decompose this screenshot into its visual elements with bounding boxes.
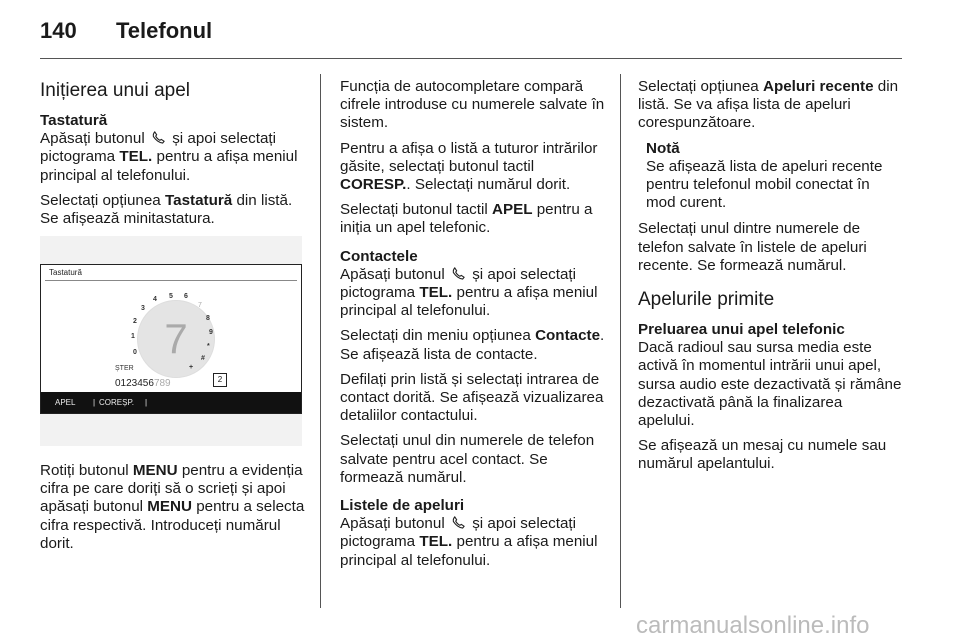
paragraph: Selectați opțiunea Tastatură din listă. Se afișează minitastatura. [40,191,293,228]
header-rule [40,58,902,59]
paragraph: Selectați unul dintre numerele de telefon salvate în listele de apeluri recente. Se formează numărul. [638,220,867,274]
subheading-liste-apeluri: Listele de apeluri [340,497,465,515]
paragraph: Defilați prin listă și selectați intrarea de contact dorită. Se afișează vizualizarea detaliilor contactului. [340,370,604,425]
paragraph: Apăsați butonul și apoi selectați pictograma TEL. pentru a afișa meniul principal al telefonului. [340,515,598,569]
column-divider-2 [620,74,621,608]
page-number: 140 [40,18,77,43]
delete-button[interactable]: 2 [213,373,227,387]
paragraph: Rotiți butonul MENU pentru a evidenția cifra pe care doriți să o scrieți și apoi apăsați butonul MENU pentru a selecta cifra respectivă. Introduceți numărul dorit. [40,462,305,552]
dial-digit[interactable]: 9 [209,329,213,336]
dial-digit[interactable]: # [201,355,205,362]
dial-selected-digit: 7 [164,315,188,362]
note-text: Se afișează lista de apeluri recente pentru telefonul mobil conectat în mod curent. [646,157,883,212]
column-divider-1 [320,74,321,608]
column-2 [340,78,608,577]
column-1-continued [40,462,308,560]
dial-digit[interactable]: 1 [131,333,135,340]
dial-digit[interactable]: * [207,343,210,350]
dial-digit[interactable]: 5 [169,293,173,300]
dial-digit[interactable]: 7 [198,302,202,309]
phone-icon [452,267,465,280]
paragraph: Pentru a afișa o listă a tuturor intrărilor găsite, selectați butonul tactil CORESP.. Selectați numărul dorit. [340,139,598,194]
phone-icon [452,516,465,529]
bar-separator: | [145,398,148,407]
dial-digit[interactable]: + [189,364,194,371]
column-1 [40,78,308,235]
dial-digit[interactable]: 8 [206,315,210,322]
note-box [638,140,902,213]
dial-digit[interactable]: 2 [133,318,137,325]
bar-separator: | [93,398,96,407]
paragraph: Selectați din meniu opțiunea Contacte. Se afișează lista de contacte. [340,327,605,363]
page-title: Telefonul [116,18,213,43]
entered-number: 0123456789 [115,378,171,389]
screen-divider [45,280,297,281]
dial-digit[interactable]: 3 [141,305,145,312]
paragraph: Se afișează un mesaj cu numele sau numărul apelantului. [638,437,887,473]
paragraph: Selectați unul din numerele de telefon salvate pentru acel contact. Se formează numărul. [340,432,595,486]
section-heading: Inițierea unui apel [40,80,190,101]
paragraph: Apăsați butonul și apoi selectați pictograma TEL. pentru a afișa meniul principal al telefonului. [40,130,298,184]
dial-digit[interactable]: 0 [133,349,137,356]
section-heading: Apelurile primite [638,289,775,311]
screen-bottom-bar [41,392,301,413]
paragraph: Apăsați butonul și apoi selectați pictograma TEL. pentru a afișa meniul principal al telefonului. [340,265,598,320]
call-button[interactable]: APEL [55,398,76,407]
paragraph: Dacă radioul sau sursa media este activă în momentul intrării unui apel, sursa audio este dezactivată și rămâne dezactivată până la finalizarea apelului. [638,339,902,430]
paragraph: Selectați opțiunea Apeluri recente din listă. Se va afișa lista de apeluri corespunzătoare. [638,78,899,132]
note-title: Notă [646,139,680,157]
watermark: carmanualsonline.info [636,612,870,639]
phone-icon [152,131,165,144]
match-button[interactable]: COREȘP. [99,398,134,407]
subheading-contacte: Contactele [340,247,418,265]
paragraph: Selectați butonul tactil APEL pentru a iniția un apel telefonic. [340,201,593,237]
rotary-dial[interactable] [137,300,215,378]
keypad-figure [40,236,302,446]
keypad-screen [40,264,302,414]
dial-digit[interactable]: 4 [153,296,157,303]
delete-label[interactable]: ȘTER [115,365,134,372]
subheading-tastatura: Tastatură [40,112,108,129]
screen-title: Tastatură [49,268,82,277]
paragraph: Funcția de autocompletare compară cifrele introduse cu numerele salvate în sistem. [340,78,605,132]
column-3 [638,78,902,481]
dial-digit[interactable]: 6 [184,293,188,300]
subheading-preluare-apel: Preluarea unui apel telefonic [638,321,845,339]
